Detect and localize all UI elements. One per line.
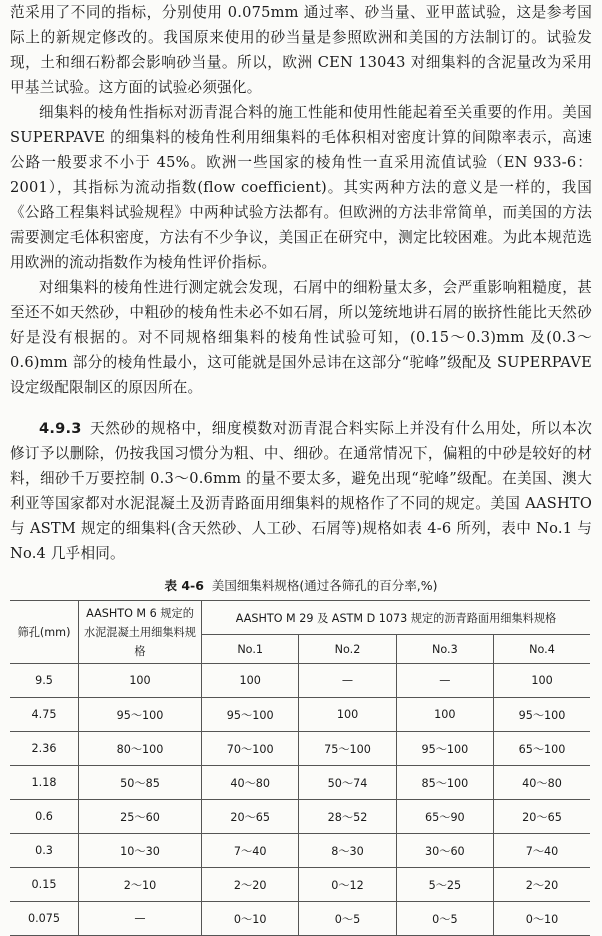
cell-m6: 10～30 xyxy=(79,834,202,868)
cell-no4: 0～10 xyxy=(494,902,590,936)
cell-m6: — xyxy=(79,902,202,936)
table-row xyxy=(10,834,590,868)
cell-sieve: 0.15 xyxy=(10,868,79,902)
subheader-no2: No.2 xyxy=(299,635,396,664)
cell-sieve: 0.075 xyxy=(10,902,79,936)
cell-no2: 0～5 xyxy=(299,902,396,936)
cell-sieve: 0.3 xyxy=(10,834,79,868)
cell-sieve: 9.5 xyxy=(10,664,79,698)
cell-no4: 40～80 xyxy=(494,766,590,800)
paragraph-1: 范采用了不同的指标，分别使用 0.075mm 通过率、砂当量、亚甲蓝试验，这是参考国际上的新规定修改的。我国原来使用的砂当量是参照欧洲和美国的方法制订的。试验发现，土和细石粉都会影响砂当量。所以，欧洲 CEN 13043 对细集料的含泥量改为采用甲基兰试验。这方面的试验必须强化。 xyxy=(10,4,592,96)
cell-no2: 50～74 xyxy=(299,766,396,800)
cell-sieve: 4.75 xyxy=(10,698,79,732)
subheader-no3: No.3 xyxy=(396,635,493,664)
paragraph-4: 天然砂的规格中，细度模数对沥青混合料实际上并没有什么用处，所以本次修订予以删除，仍按我国习惯分为粗、中、细砂。在通常情况下，偏粗的中砂是较好的材料，细砂千万要控制 0.3～0.6mm 的量不要太多，避免出现“驼峰”级配。在美国、澳大利亚等国家都对水泥混凝土及沥青路面用细集料的规格作了不同的规定。美国 AASHTO 与 ASTM 规定的细集料(含天然砂、人工砂、石屑等)规格如表 4-6 所列，表中 No.1 与 No.4 几乎相同。 xyxy=(10,420,592,562)
cell-m6: 50～85 xyxy=(79,766,202,800)
table-caption-text: 美国细集料规格(通过各筛孔的百分率,%) xyxy=(211,578,438,593)
cell-m6: 2～10 xyxy=(79,868,202,902)
cell-no3: 100 xyxy=(396,698,493,732)
cell-no2: 28～52 xyxy=(299,800,396,834)
cell-no1: 70～100 xyxy=(202,732,299,766)
cell-sieve: 0.6 xyxy=(10,800,79,834)
paragraph-2: 细集料的棱角性指标对沥青混合料的施工性能和使用性能起着至关重要的作用。美国 SUPERPAVE 的细集料的棱角性利用细集料的毛体积相对密度计算的间隙率表示，高速公路一般要求不小于 45%。欧洲一些国家的棱角性一直采用流值试验（EN 933-6：2001），其指标为流动指数(flow coefficient)。其实两种方法的意义是一样的，我国《公路工程集料试验规程》中两种试验方法都有。但欧洲的方法非常简单，而美国的方法需要测定毛体积密度，方法有不少争议，美国正在研究中，测定比较困难。为此本规范选用欧洲的流动指数作为棱角性评价指标。 xyxy=(10,104,592,271)
cell-no4: 7～40 xyxy=(494,834,590,868)
header-sieve: 筛孔(mm) xyxy=(10,601,79,664)
table-row xyxy=(10,800,590,834)
cell-no1: 20～65 xyxy=(202,800,299,834)
cell-no4: 2～20 xyxy=(494,868,590,902)
table-header-row xyxy=(10,601,590,635)
header-aashto-m29: AASHTO M 29 及 ASTM D 1073 规定的沥青路面用细集料规格 xyxy=(202,601,591,635)
cell-no3: 5～25 xyxy=(396,868,493,902)
table-row xyxy=(10,868,590,902)
cell-no3: 30～60 xyxy=(396,834,493,868)
cell-no4: 100 xyxy=(494,664,590,698)
cell-no1: 40～80 xyxy=(202,766,299,800)
cell-no3: 0～5 xyxy=(396,902,493,936)
cell-no4: 95～100 xyxy=(494,698,590,732)
table-row xyxy=(10,698,590,732)
cell-sieve: 2.36 xyxy=(10,732,79,766)
header-aashto-m6: AASHTO M 6 规定的水泥混凝土用细集料规格 xyxy=(79,601,202,664)
section-4-9-3-paragraph xyxy=(10,416,592,566)
table-row xyxy=(10,664,590,698)
section-number: 4.9.3 xyxy=(39,420,82,437)
cell-no1: 7～40 xyxy=(202,834,299,868)
cell-no1: 2～20 xyxy=(202,868,299,902)
cell-m6: 95～100 xyxy=(79,698,202,732)
cell-m6: 25～60 xyxy=(79,800,202,834)
cell-no4: 20～65 xyxy=(494,800,590,834)
cell-no2: 100 xyxy=(299,698,396,732)
cell-no1: 0～10 xyxy=(202,902,299,936)
cell-no3: 85～100 xyxy=(396,766,493,800)
table-row xyxy=(10,902,590,936)
table-caption xyxy=(10,576,592,594)
cell-no2: 0～12 xyxy=(299,868,396,902)
table-row xyxy=(10,766,590,800)
table-row xyxy=(10,732,590,766)
fine-aggregate-spec-table xyxy=(10,600,590,936)
cell-no4: 65～100 xyxy=(494,732,590,766)
cell-no3: 65～90 xyxy=(396,800,493,834)
cell-sieve: 1.18 xyxy=(10,766,79,800)
table-caption-number: 表 4-6 xyxy=(164,578,204,593)
cell-no1: 100 xyxy=(202,664,299,698)
cell-no3: — xyxy=(396,664,493,698)
subheader-no1: No.1 xyxy=(202,635,299,664)
cell-no2: — xyxy=(299,664,396,698)
cell-no2: 75～100 xyxy=(299,732,396,766)
subheader-no4: No.4 xyxy=(494,635,590,664)
cell-m6: 100 xyxy=(79,664,202,698)
cell-no1: 95～100 xyxy=(202,698,299,732)
cell-m6: 80～100 xyxy=(79,732,202,766)
cell-no2: 8～30 xyxy=(299,834,396,868)
cell-no3: 95～100 xyxy=(396,732,493,766)
paragraph-3: 对细集料的棱角性进行测定就会发现，石屑中的细粉量太多，会严重影响粗糙度，甚至还不如天然砂，中粗砂的棱角性未必不如石屑，所以笼统地讲石屑的嵌挤性能比天然砂好是没有根据的。对不同规格细集料的棱角性试验可知，(0.15～0.3)mm 及(0.3～0.6)mm 部分的棱角性最小，这可能就是国外忌讳在这部分“驼峰”级配及 SUPERPAVE 设定级配限制区的原因所在。 xyxy=(10,279,592,396)
